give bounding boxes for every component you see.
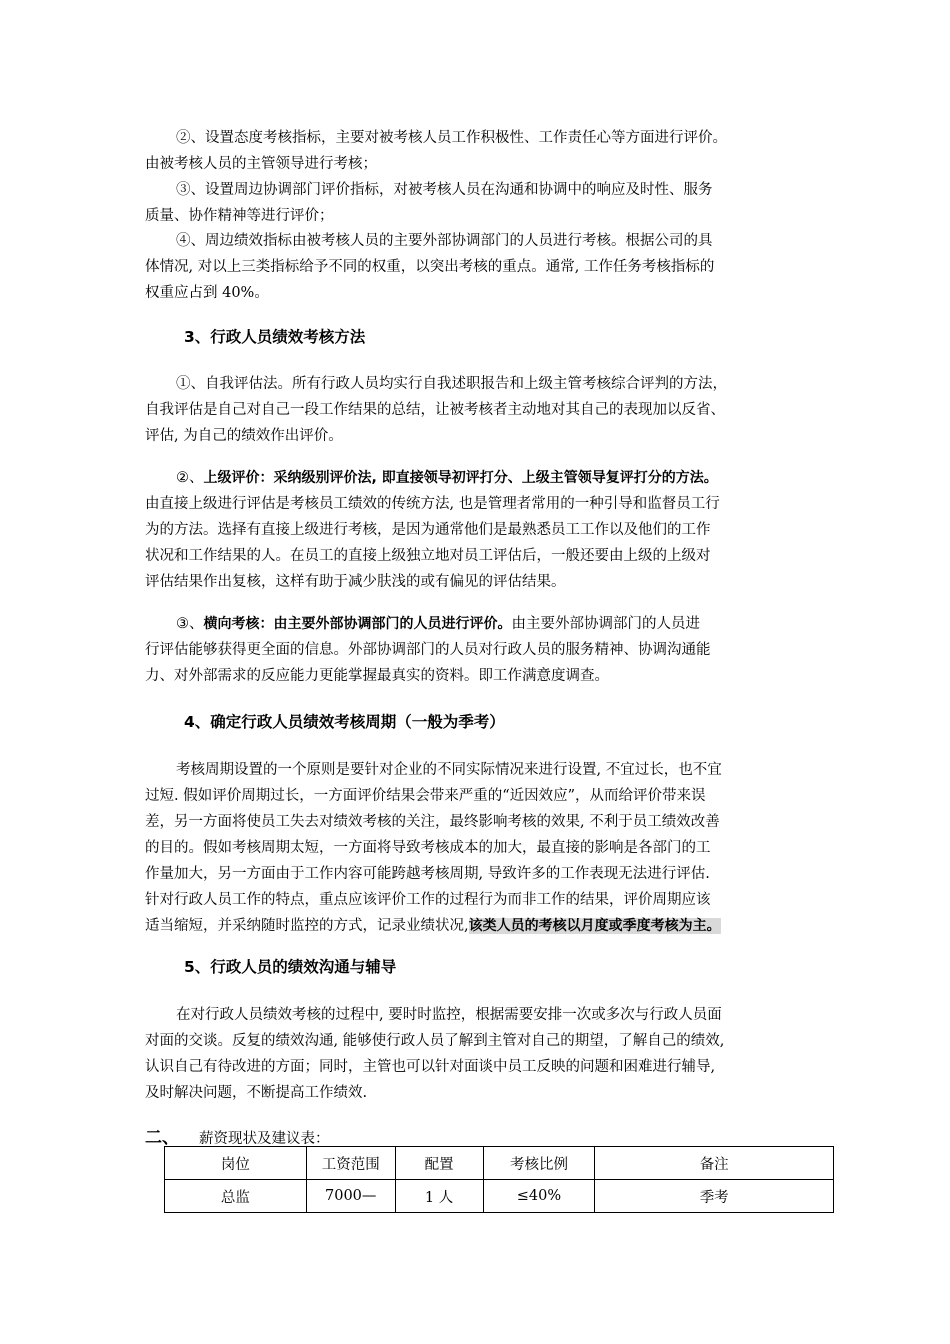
table-cell: ≤40% (483, 1180, 595, 1213)
section-number: 二、 (145, 1128, 179, 1148)
text-line (145, 913, 825, 939)
text-line: 在对行政人员绩效考核的过程中, 要时时监控，根据需要安排一次或多次与行政人员面 (176, 1007, 722, 1023)
header-cell: 备注 (595, 1147, 834, 1180)
section-3-paragraph-2 (145, 465, 825, 595)
section-5-heading: 5、行政人员的绩效沟通与辅导 (184, 958, 397, 976)
table-cell: 季考 (595, 1180, 834, 1213)
table-header-row (165, 1147, 834, 1180)
header-cell: 考核比例 (483, 1147, 595, 1180)
text-line: 差，另一方面将使员工失去对绩效考核的关注，最终影响考核的效果, 不利于员工绩效改善 (145, 814, 720, 830)
bold-lead: 上级评价：采纳级别评价法, 即直接领导初评打分、上级主管领导复评打分的方法。 (203, 470, 718, 486)
item-number: ③、 (176, 616, 204, 632)
text-line: ②、设置态度考核指标，主要对被考核人员工作积极性、工作责任心等方面进行评价。 (176, 130, 727, 146)
text-line: 由直接上级进行评估是考核员工绩效的传统方法, 也是管理者常用的一种引导和监督员工行 (145, 496, 720, 512)
section-2-heading (145, 1123, 330, 1148)
text-line: ③、设置周边协调部门评价指标，对被考核人员在沟通和协调中的响应及时性、服务 (176, 182, 713, 198)
section-3-heading: 3、行政人员绩效考核方法 (184, 328, 366, 346)
text-fragment: 由主要外部协调部门的人员进 (511, 616, 700, 632)
text-line: 状况和工作结果的人。在员工的直接上级独立地对员工评估后，一般还要由上级的上级对 (145, 548, 711, 564)
section-4-heading: 4、确定行政人员绩效考核周期（一般为季考） (184, 713, 505, 731)
text-line: 对面的交谈。反复的绩效沟通, 能够使行政人员了解到主管对自己的期望，了解自己的绩效, (145, 1033, 725, 1049)
header-cell: 配置 (395, 1147, 483, 1180)
text-line: 过短. 假如评价周期过长，一方面评价结果会带来严重的“近因效应”，从而给评价带来误 (145, 788, 706, 804)
text-line: 体情况, 对以上三类指标给予不同的权重，以突出考核的重点。通常, 工作任务考核指标的 (145, 259, 715, 275)
text-line: 自我评估是自己对自己一段工作结果的总结，让被考核者主动地对其自己的表现加以反省、 (145, 402, 725, 418)
text-line: 针对行政人员工作的特点，重点应该评价工作的过程行为而非工作的结果，评价周期应该 (145, 892, 711, 908)
section-5-paragraph (145, 1002, 825, 1106)
section-3-paragraph-1 (145, 371, 825, 449)
text-line: 由被考核人员的主管领导进行考核； (145, 156, 377, 172)
text-line: ①、自我评估法。所有行政人员均实行自我述职报告和上级主管考核综合评判的方法， (176, 376, 727, 392)
text-line (145, 465, 825, 491)
text-line: 力、对外部需求的反应能力更能掌握最真实的资料。即工作满意度调查。 (145, 668, 609, 684)
section-4-paragraph (145, 757, 825, 939)
text-line: 的目的。假如考核周期太短，一方面将导致考核成本的加大，最直接的影响是各部门的工 (145, 840, 711, 856)
table-cell: 1 人 (395, 1180, 483, 1213)
table-row (165, 1180, 834, 1213)
text-line: 作量加大，另一方面由于工作内容可能跨越考核周期, 导致许多的工作表现无法进行评估. (145, 866, 710, 882)
intro-item-2 (145, 125, 825, 177)
table-cell: 总监 (165, 1180, 307, 1213)
text-line: 认识自己有待改进的方面；同时，主管也可以针对面谈中员工反映的问题和困难进行辅导, (145, 1059, 716, 1075)
intro-item-4 (145, 228, 825, 306)
text-line: 评估结果作出复核，这样有助于减少肤浅的或有偏见的评估结果。 (145, 574, 566, 590)
text-line: 行评估能够获得更全面的信息。外部协调部门的人员对行政人员的服务精神、协调沟通能 (145, 642, 711, 658)
text-line: 及时解决问题，不断提高工作绩效. (145, 1085, 368, 1101)
text-fragment: 适当缩短，并采纳随时监控的方式，记录业绩状况, (145, 918, 469, 934)
header-cell: 岗位 (165, 1147, 307, 1180)
item-number: ②、 (176, 470, 204, 486)
intro-item-3 (145, 177, 825, 229)
salary-table (164, 1146, 834, 1213)
table-cell: 7000— (306, 1180, 395, 1213)
text-line: ④、周边绩效指标由被考核人员的主要外部协调部门的人员进行考核。根据公司的具 (176, 233, 713, 249)
text-line: 权重应占到 40%。 (145, 285, 269, 301)
text-line: 为的方法。选择有直接上级进行考核，是因为通常他们是最熟悉员工工作以及他们的工作 (145, 522, 711, 538)
text-line: 质量、协作精神等进行评价； (145, 208, 334, 224)
highlighted-bold-text: 该类人员的考核以月度或季度考核为主。 (468, 918, 721, 934)
text-line: 评估, 为自己的绩效作出评价。 (145, 428, 343, 444)
text-line (145, 611, 825, 637)
text-line: 考核周期设置的一个原则是要针对企业的不同实际情况来进行设置, 不宜过长，也不宜 (176, 762, 722, 778)
section-title: 薪资现状及建议表： (199, 1131, 330, 1147)
section-3-paragraph-3 (145, 611, 825, 689)
header-cell: 工资范围 (306, 1147, 395, 1180)
bold-lead: 横向考核：由主要外部协调部门的人员进行评价。 (203, 616, 512, 632)
